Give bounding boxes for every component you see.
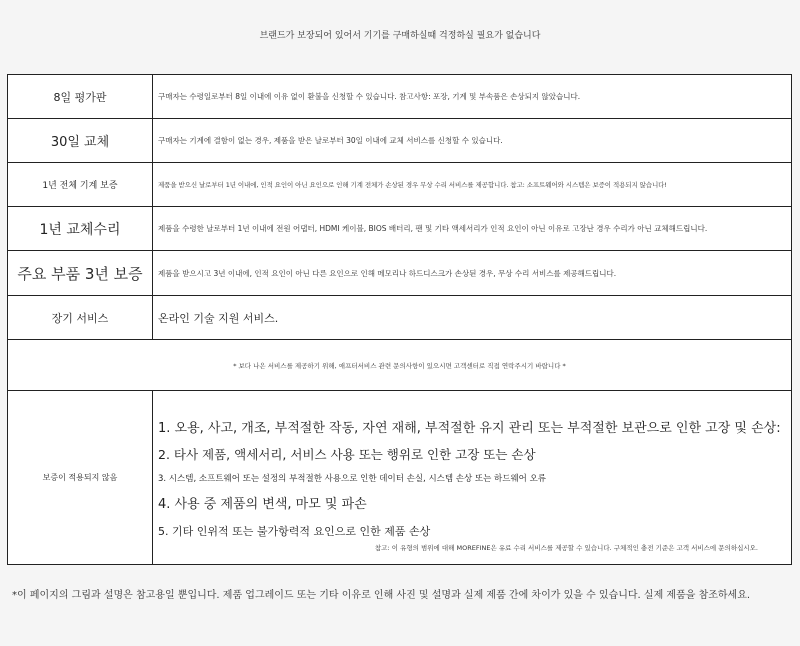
table-row (8, 163, 792, 207)
table-row (8, 296, 792, 340)
row-label-30-day-exchange: 30일 교체 (8, 119, 153, 163)
table-row (8, 251, 792, 296)
row-desc-3-year-parts: 제품을 받으시고 3년 이내에, 인적 요인이 아닌 다른 요인으로 인해 메모리나 하드디스크가 손상된 경우, 무상 수리 서비스를 제공해드립니다. (153, 251, 792, 296)
exclusion-item: 1. 오용, 사고, 개조, 부적절한 작동, 자연 재해, 부적절한 유지 관리 또는 부적절한 보관으로 인한 고장 및 손상: (158, 420, 781, 436)
row-label-1-year-warranty: 1년 전체 기계 보증 (8, 163, 153, 207)
table-row (8, 119, 792, 163)
exclusions-footnote: 참고: 이 유형의 범위에 대해 MOREFINE은 유료 수리 서비스를 제공할 수 있습니다. 구체적인 충전 기준은 고객 서비스에 문의하십시오. (374, 544, 758, 552)
row-label-not-covered: 보증이 적용되지 않음 (8, 391, 153, 565)
row-desc-8-day-trial: 구매자는 수령일로부터 8일 이내에 이유 없이 환불을 신청할 수 있습니다. 참고사항: 포장, 기계 및 부속품은 손상되지 않았습니다. (153, 75, 792, 119)
page-headline: 브랜드가 보장되어 있어서 기기를 구매하실때 걱정하실 필요가 없습니다 (259, 31, 541, 41)
footer-disclaimer: *이 페이지의 그림과 설명은 참고용일 뿐입니다. 제품 업그레이드 또는 기타 이유로 인해 사진 및 설명과 실제 제품 간에 차이가 있을 수 있습니다. 실제 제품을 참조하세요. (12, 590, 751, 601)
exclusion-item: 5. 기타 인위적 또는 불가항력적 요인으로 인한 제품 손상 (158, 525, 431, 539)
row-label-1-year-replacement: 1년 교체수리 (8, 207, 153, 251)
table-row (8, 340, 792, 391)
exclusion-item: 3. 시스템, 소프트웨어 또는 설정의 부적절한 사용으로 인한 데이터 손실, 시스템 손상 또는 하드웨어 오류 (158, 474, 546, 485)
exclusion-item: 4. 사용 중 제품의 변색, 마모 및 파손 (158, 496, 367, 512)
exclusion-item: 2. 타사 제품, 액세서리, 서비스 사용 또는 행위로 인한 고장 또는 손상 (158, 447, 536, 463)
row-desc-30-day-exchange: 구매자는 기계에 결함이 없는 경우, 제품을 받은 날로부터 30일 이내에 교체 서비스를 신청할 수 있습니다. (153, 119, 792, 163)
row-desc-1-year-replacement: 제품을 수령한 날로부터 1년 이내에 전원 어댑터, HDMI 케이블, BIOS 배터리, 팬 및 기타 액세서리가 인적 요인이 아닌 이유로 고장난 경우 수리가 아닌 교체해드립니다. (153, 207, 792, 251)
row-desc-long-term-service: 온라인 기술 지원 서비스. (153, 296, 792, 340)
row-desc-1-year-warranty: 제품을 받으신 날로부터 1년 이내에, 인적 요인이 아닌 요인으로 인해 기계 전체가 손상된 경우 무상 수리 서비스를 제공합니다. 참고: 소프트웨어와 시스템은 보증이 적용되지 않습니다! (153, 163, 792, 207)
table-row (8, 207, 792, 251)
row-label-long-term-service: 장기 서비스 (8, 296, 153, 340)
table-row (8, 391, 792, 565)
service-notice: * 보다 나은 서비스를 제공하기 위해, 애프터서비스 관련 문의사항이 있으시면 고객센터로 직접 연락주시기 바랍니다 * (8, 340, 792, 391)
row-label-8-day-trial: 8일 평가판 (8, 75, 153, 119)
row-label-3-year-parts: 주요 부품 3년 보증 (8, 251, 153, 296)
table-row (8, 75, 792, 119)
exclusions-cell (153, 391, 792, 565)
warranty-table (7, 74, 792, 565)
